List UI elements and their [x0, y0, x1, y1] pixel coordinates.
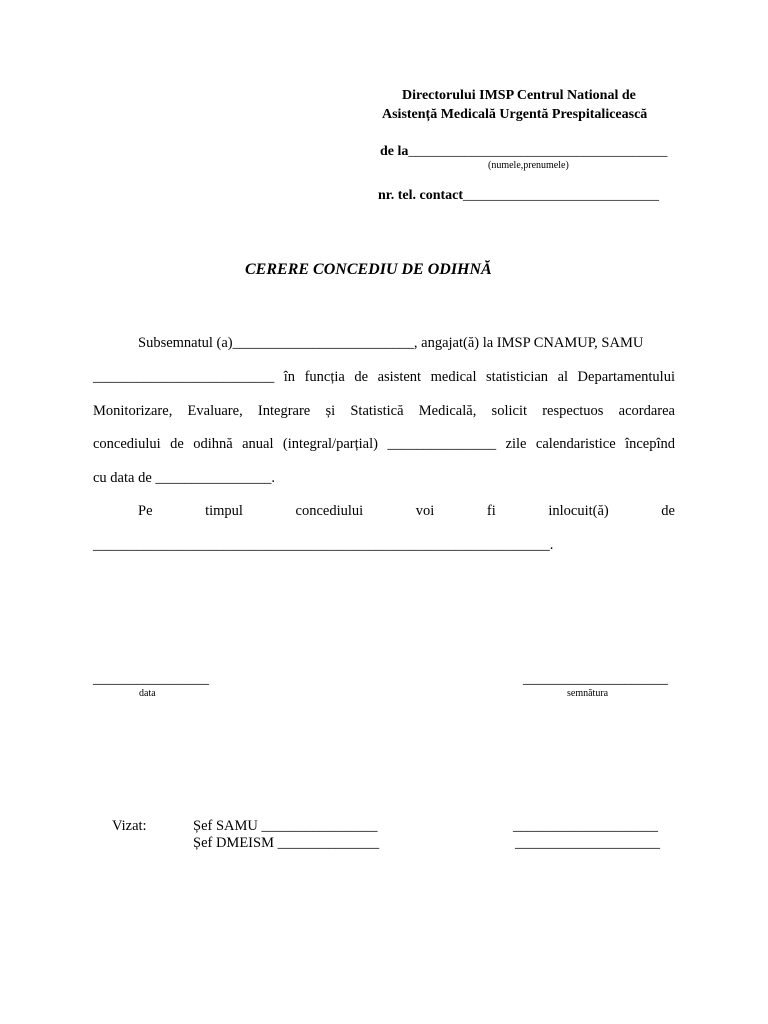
sef-samu-blank: ________________	[261, 818, 378, 834]
date-label: data	[139, 688, 156, 699]
body-line-4: concediului de odihnă anual (integral/parțial) _______________ zile calendaristice începînd	[93, 436, 675, 452]
signature-blank: ____________________	[523, 671, 668, 687]
from-blank: _____________________________________	[408, 144, 668, 159]
recipient-line-2: Asistență Medicală Urgentă Prespitalicească	[382, 107, 648, 122]
sef-samu-label: Șef SAMU	[193, 818, 258, 834]
from-label: de la	[380, 144, 409, 159]
vizat-row-1	[193, 818, 377, 835]
body-line-3: Monitorizare, Evaluare, Integrare și Statistică Medicală, solicit respectuos acordarea	[93, 403, 675, 419]
sef-dmeism-label: Șef DMEISM	[193, 835, 274, 851]
phone-label: nr. tel. contact	[378, 188, 464, 203]
recipient-line-1: Directorului IMSP Centrul National de	[402, 88, 636, 103]
body-line-2: _________________________ în funcția de asistent medical statistician al Departamentului	[93, 369, 675, 385]
body-line-7: _______________________________________________________________.	[93, 537, 554, 553]
vizat-row-2	[193, 835, 379, 852]
sef-samu-signature-blank: ____________________	[513, 818, 658, 834]
body-line-5: cu data de ________________.	[93, 470, 276, 486]
phone-blank: ____________________________	[463, 188, 660, 203]
sef-dmeism-blank: ______________	[277, 835, 380, 851]
from-row	[380, 144, 667, 160]
sef-dmeism-signature-blank: ____________________	[515, 835, 660, 851]
body-line-6: Pe timpul concediului voi fi inlocuit(ă) de	[138, 503, 675, 519]
body-line-1: Subsemnatul (a)_________________________, angajat(ă) la IMSP CNAMUP, SAMU	[138, 335, 644, 351]
vizat-label: Vizat:	[112, 818, 147, 834]
document-title: CERERE CONCEDIU DE ODIHNĂ	[245, 261, 492, 278]
signature-label: semnătura	[567, 688, 609, 699]
date-blank: ________________	[93, 671, 209, 687]
phone-row	[378, 188, 659, 204]
from-hint: (numele,prenumele)	[488, 160, 569, 171]
